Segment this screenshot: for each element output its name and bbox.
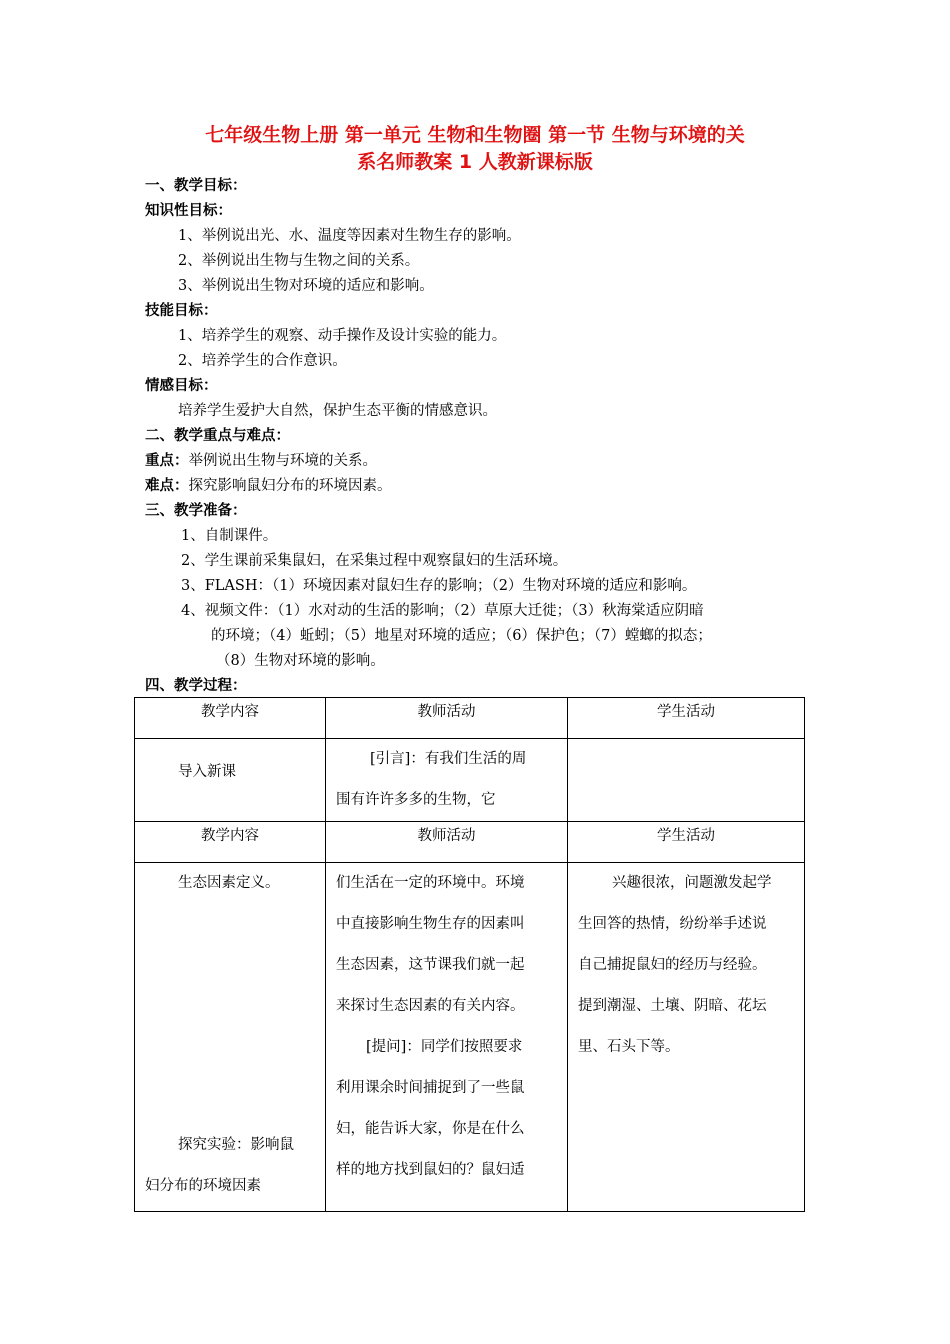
- header-cell: 学生活动: [568, 822, 805, 863]
- prep-item: 3、FLASH：（1）环境因素对鼠妇生存的影响；（2）生物对环境的适应和影响。: [181, 578, 697, 594]
- table-row: [135, 863, 805, 1212]
- emotion-text: 培养学生爱护大自然，保护生态平衡的情感意识。: [178, 403, 497, 419]
- table-cell: [326, 739, 568, 822]
- section-heading-key-points: 二、教学重点与难点：: [145, 428, 290, 444]
- table-row: [135, 739, 805, 822]
- key-label: 重点：: [145, 453, 189, 469]
- prep-item-continued: 的环境；（4）蚯蚓；（5）地星对环境的适应；（6）保护色；（7）螳螂的拟态；: [211, 628, 712, 644]
- prep-item-continued: （8）生物对环境的影响。: [216, 653, 385, 669]
- section-heading-objectives: 一、教学目标：: [145, 178, 247, 194]
- document-title: [135, 122, 815, 176]
- teacher-text: 中直接影响生物生存的因素叫: [336, 916, 525, 932]
- teacher-text: 们生活在一定的环境中。环境: [336, 875, 525, 891]
- difficult-label: 难点：: [145, 478, 189, 494]
- teacher-text: 生态因素，这节课我们就一起: [336, 957, 525, 973]
- knowledge-item: 1、举例说出光、水、温度等因素对生物生存的影响。: [178, 228, 521, 244]
- section-heading-process: 四、教学过程：: [145, 678, 247, 694]
- header-cell: 教师活动: [326, 698, 568, 739]
- content-definition: 生态因素定义。: [178, 875, 280, 891]
- teacher-text: 样的地方找到鼠妇的？鼠妇适: [336, 1162, 525, 1178]
- teacher-text: [引言]：有我们生活的周: [370, 751, 527, 767]
- student-text: 生回答的热情，纷纷举手述说: [578, 916, 767, 932]
- knowledge-label: 知识性目标：: [145, 203, 232, 219]
- key-point: [145, 451, 377, 471]
- knowledge-item: 3、举例说出生物对环境的适应和影响。: [178, 278, 434, 294]
- table-cell: [326, 863, 568, 1212]
- header-cell: 学生活动: [568, 698, 805, 739]
- student-text: 兴趣很浓，问题激发起学: [612, 875, 772, 891]
- table-cell: [568, 739, 805, 822]
- difficult-text: 探究影响鼠妇分布的环境因素。: [188, 478, 392, 494]
- prep-item: 2、学生课前采集鼠妇，在采集过程中观察鼠妇的生活环境。: [181, 553, 568, 569]
- lesson-table: [134, 697, 805, 1212]
- emotion-label: 情感目标：: [145, 378, 218, 394]
- teacher-text: 围有许许多多的生物，它: [336, 792, 496, 808]
- title-line-1: 七年级生物上册 第一单元 生物和生物圈 第一节 生物与环境的关: [205, 124, 745, 146]
- skill-label: 技能目标：: [145, 303, 218, 319]
- teacher-text: 利用课余时间捕捉到了一些鼠: [336, 1080, 525, 1096]
- table-cell: [568, 863, 805, 1212]
- intro-label: 导入新课: [178, 764, 236, 780]
- title-line-2: 系名师教案 1 人教新课标版: [357, 151, 593, 173]
- table-header-row: [135, 698, 805, 739]
- knowledge-item: 2、举例说出生物与生物之间的关系。: [178, 253, 420, 269]
- header-cell: 教学内容: [135, 698, 326, 739]
- content-experiment: 探究实验：影响鼠: [178, 1137, 294, 1153]
- table-cell: [135, 739, 326, 822]
- table-header-row: [135, 822, 805, 863]
- prep-item: 1、自制课件。: [181, 528, 278, 544]
- skill-item: 2、培养学生的合作意识。: [178, 353, 347, 369]
- header-cell: 教师活动: [326, 822, 568, 863]
- teacher-text: [提问]：同学们按照要求: [366, 1039, 523, 1055]
- content-experiment: 妇分布的环境因素: [145, 1178, 261, 1194]
- student-text: 提到潮湿、土壤、阴暗、花坛: [578, 998, 767, 1014]
- student-text: 里、石头下等。: [578, 1039, 680, 1055]
- header-cell: 教学内容: [135, 822, 326, 863]
- prep-item: 4、视频文件：（1）水对动的生活的影响；（2）草原大迁徙；（3）秋海棠适应阴暗: [181, 603, 704, 619]
- student-text: 自己捕捉鼠妇的经历与经验。: [578, 957, 767, 973]
- key-text: 举例说出生物与环境的关系。: [188, 453, 377, 469]
- section-heading-preparation: 三、教学准备：: [145, 503, 247, 519]
- difficult-point: [145, 476, 392, 496]
- table-cell: [135, 863, 326, 1212]
- teacher-text: 妇，能告诉大家，你是在什么: [336, 1121, 525, 1137]
- skill-item: 1、培养学生的观察、动手操作及设计实验的能力。: [178, 328, 507, 344]
- teacher-text: 来探讨生态因素的有关内容。: [336, 998, 525, 1014]
